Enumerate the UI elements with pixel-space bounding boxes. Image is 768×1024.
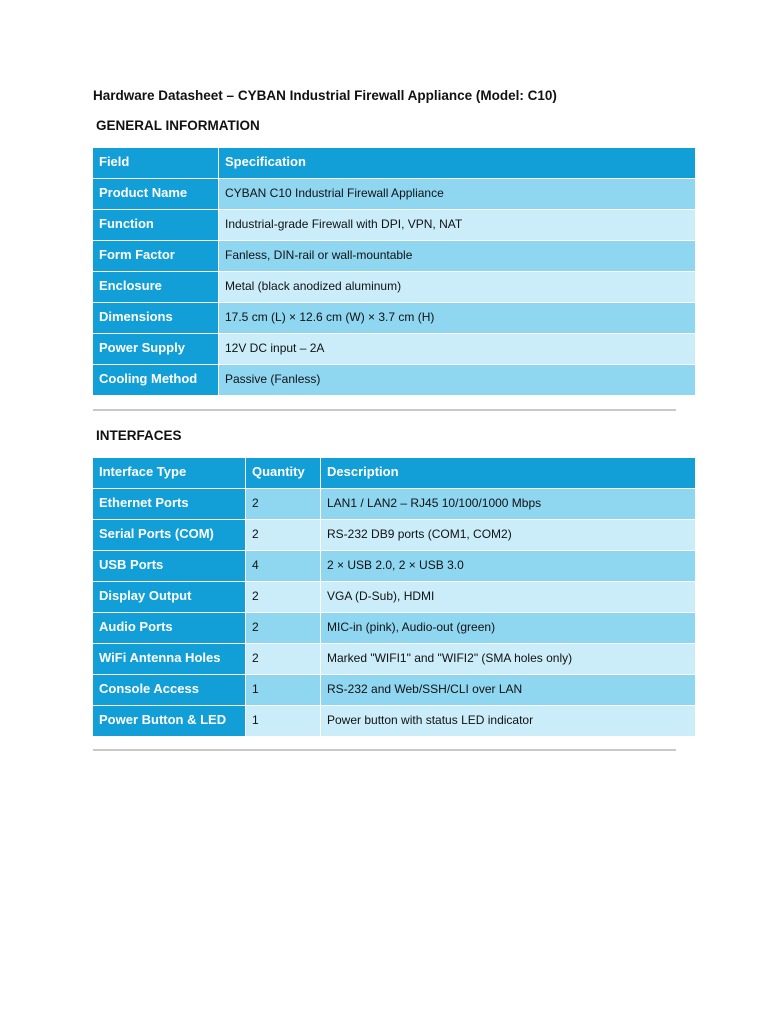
description-cell: RS-232 DB9 ports (COM1, COM2) (321, 520, 696, 551)
interface-type-cell: Audio Ports (93, 613, 246, 644)
column-header: Description (321, 458, 696, 489)
quantity-cell: 4 (246, 551, 321, 582)
description-cell: RS-232 and Web/SSH/CLI over LAN (321, 675, 696, 706)
specification-cell: Industrial-grade Firewall with DPI, VPN, NAT (219, 210, 696, 241)
interface-type-cell: Display Output (93, 582, 246, 613)
field-cell: Power Supply (93, 334, 219, 365)
interfaces-table (93, 458, 696, 737)
quantity-cell: 2 (246, 644, 321, 675)
specification-cell: 17.5 cm (L) × 12.6 cm (W) × 3.7 cm (H) (219, 303, 696, 334)
table-row (93, 644, 696, 675)
description-cell: VGA (D-Sub), HDMI (321, 582, 696, 613)
field-cell: Enclosure (93, 272, 219, 303)
table-row (93, 334, 696, 365)
table-row (93, 365, 696, 396)
interface-type-cell: WiFi Antenna Holes (93, 644, 246, 675)
field-cell: Cooling Method (93, 365, 219, 396)
table-row (93, 303, 696, 334)
specification-cell: 12V DC input – 2A (219, 334, 696, 365)
column-header: Specification (219, 148, 696, 179)
specification-cell: Passive (Fanless) (219, 365, 696, 396)
general-information-table (93, 148, 696, 396)
table-row (93, 675, 696, 706)
column-header: Interface Type (93, 458, 246, 489)
table-row (93, 179, 696, 210)
table-row (93, 582, 696, 613)
section-divider (93, 409, 676, 411)
quantity-cell: 2 (246, 613, 321, 644)
field-cell: Function (93, 210, 219, 241)
table-row (93, 520, 696, 551)
table-header-row (93, 148, 696, 179)
table-row (93, 241, 696, 272)
column-header: Field (93, 148, 219, 179)
interface-type-cell: USB Ports (93, 551, 246, 582)
field-cell: Product Name (93, 179, 219, 210)
table-header-row (93, 458, 696, 489)
description-cell: LAN1 / LAN2 – RJ45 10/100/1000 Mbps (321, 489, 696, 520)
quantity-cell: 1 (246, 675, 321, 706)
interface-type-cell: Serial Ports (COM) (93, 520, 246, 551)
specification-cell: Metal (black anodized aluminum) (219, 272, 696, 303)
interface-type-cell: Console Access (93, 675, 246, 706)
table-row (93, 210, 696, 241)
table-row (93, 489, 696, 520)
document-title: Hardware Datasheet – CYBAN Industrial Firewall Appliance (Model: C10) (93, 88, 557, 103)
table-row (93, 706, 696, 737)
quantity-cell: 2 (246, 582, 321, 613)
quantity-cell: 1 (246, 706, 321, 737)
table-row (93, 613, 696, 644)
description-cell: MIC-in (pink), Audio-out (green) (321, 613, 696, 644)
description-cell: Marked "WIFI1" and "WIFI2" (SMA holes only) (321, 644, 696, 675)
section-divider (93, 749, 676, 751)
specification-cell: Fanless, DIN-rail or wall-mountable (219, 241, 696, 272)
general-information-heading: GENERAL INFORMATION (96, 118, 260, 133)
description-cell: 2 × USB 2.0, 2 × USB 3.0 (321, 551, 696, 582)
quantity-cell: 2 (246, 489, 321, 520)
field-cell: Form Factor (93, 241, 219, 272)
field-cell: Dimensions (93, 303, 219, 334)
interface-type-cell: Power Button & LED (93, 706, 246, 737)
table-row (93, 272, 696, 303)
interfaces-heading: INTERFACES (96, 428, 182, 443)
quantity-cell: 2 (246, 520, 321, 551)
specification-cell: CYBAN C10 Industrial Firewall Appliance (219, 179, 696, 210)
interface-type-cell: Ethernet Ports (93, 489, 246, 520)
description-cell: Power button with status LED indicator (321, 706, 696, 737)
table-row (93, 551, 696, 582)
column-header: Quantity (246, 458, 321, 489)
